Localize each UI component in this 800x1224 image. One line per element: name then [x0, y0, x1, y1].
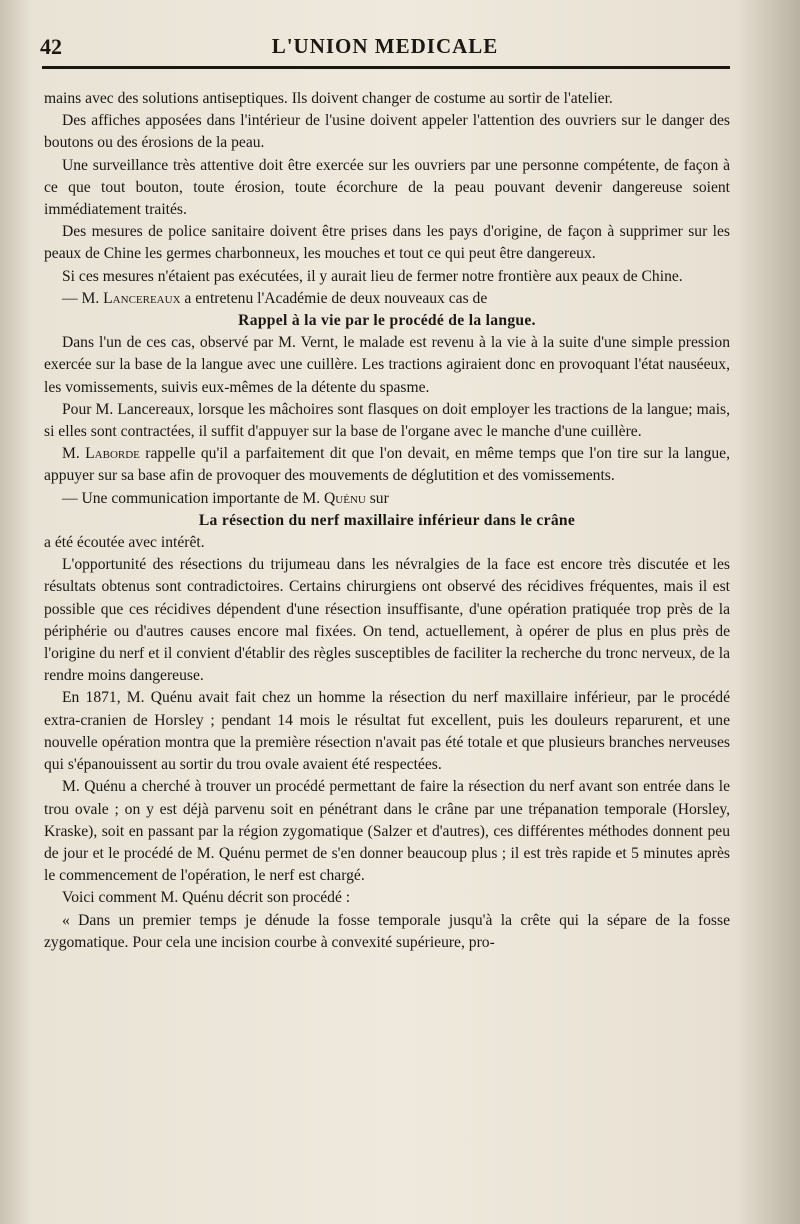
paragraph: [44, 443, 730, 487]
paragraph-prefix: — M.: [62, 289, 104, 307]
person-name: Laborde: [85, 445, 140, 463]
paragraph-text: sur: [365, 489, 389, 507]
page-header: [40, 28, 730, 62]
paragraph: [44, 288, 730, 310]
paragraph: Une surveillance très attentive doit être exercée sur les ouvriers par une personne compétente, de façon à ce que tout bouton, toute érosion, toute écorchure de la peau pouvant devenir dangereuse soient immédiatement traités.: [44, 156, 730, 219]
paragraph: Des affiches apposées dans l'intérieur de l'usine doivent appeler l'attention des ouvriers sur le danger des boutons ou des érosions de la peau.: [44, 112, 730, 152]
paragraph: « Dans un premier temps je dénude la fosse temporale jusqu'à la crête qui la sépare de la fosse zygomatique. Pour cela une incision courbe à convexité supérieure, pro-: [44, 911, 730, 951]
paragraph: En 1871, M. Quénu avait fait chez un homme la résection du nerf maxillaire inférieur, par le procédé extra-cranien de Horsley ; pendant 14 mois le résultat fut excellent, puis les douleurs reparurent, et une nouvelle opération montra que la première résection n'avait pas été totale et que plusieurs branches nerveuses qui s'épanouissent au sortir du trou ovale avaient été respectées.: [44, 689, 730, 774]
paragraph-prefix: — Une communication importante de M.: [62, 489, 325, 507]
page-number: 42: [40, 34, 62, 59]
paragraph: Dans l'un de ces cas, observé par M. Vernt, le malade est revenu à la vie à la suite d'une simple pression exercée sur la base de la langue avec une cuillère. Les tractions agiraient donc en provoquant l'état nauséeux, les vomissements, suivis eux-mêmes de la détente du spasme.: [44, 334, 730, 396]
paragraph-prefix: M.: [62, 445, 86, 463]
paragraph: Des mesures de police sanitaire doivent être prises dans les pays d'origine, de façon à supprimer sur les peaux de Chine les germes charbonneux, les mouches et tout ce qui peut être dangereux.: [44, 223, 730, 263]
section-heading: La résection du nerf maxillaire inférieur dans le crâne: [198, 511, 576, 529]
paragraph: L'opportunité des résections du trijumeau dans les névralgies de la face est encore très discutée et les résultats obtenus sont contradictoires. Certains chirurgiens ont observé des récidives fréquentes, mais il est possible que ces récidives dépendent d'une résection insuffisante, d'une opération pratiquée trop près de la périphérie ou d'autres causes encore mal fixées. On tend, actuellement, à opérer de plus en plus près de l'origine du nerf et il convient d'établir des règles susceptibles de faciliter la recherche du tronc nerveux, de la rendre moins dangereuse.: [44, 556, 730, 685]
running-title: L'UNION MEDICALE: [271, 34, 499, 58]
paragraph: Pour M. Lancereaux, lorsque les mâchoires sont flasques on doit employer les tractions de la langue; mais, si elles sont contractées, il suffit d'appuyer sur la base de l'organe avec le manche d'une cuillère.: [44, 400, 730, 441]
article-body: [44, 88, 730, 954]
paragraph: a été écoutée avec intérêt.: [44, 534, 205, 552]
paragraph: [44, 488, 730, 510]
person-name: Quénu: [324, 489, 366, 507]
paragraph: Voici comment M. Quénu décrit son procédé :: [62, 889, 351, 907]
person-name: Lancereaux: [103, 289, 181, 307]
header-rule: [42, 66, 730, 69]
paragraph: M. Quénu a cherché à trouver un procédé permettant de faire la résection du nerf avant son entrée dans le trou ovale ; on y est déjà parvenu soit en pénétrant dans le crâne par une trépanation temporale (Horsley, Kraske), soit en passant par la région zygomatique (Salzer et d'autres), ces différentes méthodes donnent peu de jour et le procédé de M. Quénu permet de s'en donner beaucoup plus ; il est très rapide et 5 minutes après le commencement de l'opération, le nerf est chargé.: [44, 778, 730, 885]
paragraph-text: a entretenu l'Académie de deux nouveaux cas de: [180, 289, 488, 307]
paragraph-text: rappelle qu'il a parfaitement dit que l'on devait, en même temps que l'on tire sur la langue, appuyer sur sa base afin de provoquer des mouvements de déglutition et des vomissements.: [44, 445, 730, 485]
paragraph: Si ces mesures n'étaient pas exécutées, il y aurait lieu de fermer notre frontière aux peaux de Chine.: [62, 267, 683, 285]
paragraph: mains avec des solutions antiseptiques. Ils doivent changer de costume au sortir de l'atelier.: [44, 90, 613, 107]
section-heading: Rappel à la vie par le procédé de la langue.: [238, 312, 536, 330]
